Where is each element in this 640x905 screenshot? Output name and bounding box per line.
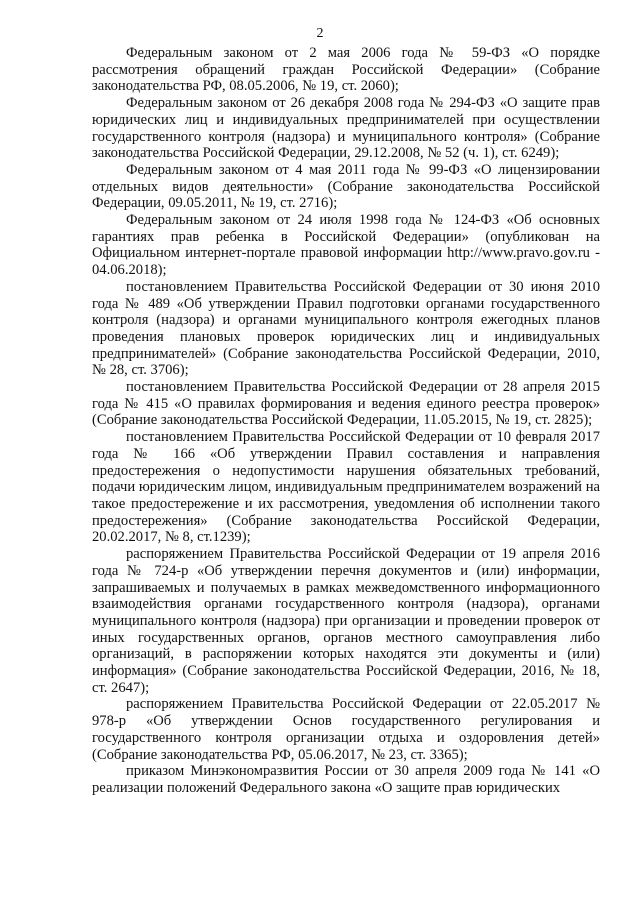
paragraph-law-294fz: Федеральным законом от 26 декабря 2008 года № 294-ФЗ «О защите прав юридических лиц и индивидуальных предпринимателей при осуществлении государственного контроля (надзора) и муниципального контроля» (Собрание законодательства Российской Федерации, 29.12.2008, № 52 (ч. 1), ст. 6249); — [92, 95, 600, 162]
paragraph-order-724r: распоряжением Правительства Российской Федерации от 19 апреля 2016 года № 724-р «Об утверждении перечня документов и (или) информации, запрашиваемых и получаемых в рамках межведомственного информационного взаимодействия органами государственного контроля (надзора), органами муниципального контроля (надзора) при организации и проведении проверок от иных государственных органов, органов местного самоуправления либо организаций, в распоряжении которых находятся эти документы и (или) информация» (Собрание законодательства Российской Федерации, 2016, № 18, ст. 2647); — [92, 546, 600, 696]
paragraph-order-141: приказом Минэкономразвития России от 30 апреля 2009 года № 141 «О реализации положений Федерального закона «О защите прав юридических — [92, 763, 600, 796]
page-number: 2 — [316, 26, 324, 41]
paragraph-order-978r: распоряжением Правительства Российской Федерации от 22.05.2017 № 978-р «Об утверждении Основ государственного регулирования и государственного контроля организации отдыха и оздоровления детей» (Собрание законодательства РФ, 05.06.2017, № 23, ст. 3365); — [92, 696, 600, 763]
paragraph-resolution-489: постановлением Правительства Российской Федерации от 30 июня 2010 года № 489 «Об утверждении Правил подготовки органами государственного контроля (надзора) и органами муниципального контроля ежегодных планов проведения плановых проверок юридических лиц и индивидуальных предпринимателей» (Собрание законодательства Российской Федерации, 2010, № 28, ст. 3706); — [92, 278, 600, 379]
paragraph-law-59fz: Федеральным законом от 2 мая 2006 года № 59-ФЗ «О порядке рассмотрения обращений граждан Российской Федерации» (Собрание законодательства РФ, 08.05.2006, № 19, ст. 2060); — [92, 45, 600, 95]
paragraph-law-124fz: Федеральным законом от 24 июля 1998 года № 124-ФЗ «Об основных гарантиях прав ребенка в Российской Федерации» (опубликован на Официальном интернет-портале правовой информации http://www.pravo.gov.ru - 04.06.2018); — [92, 212, 600, 279]
paragraph-resolution-415: постановлением Правительства Российской Федерации от 28 апреля 2015 года № 415 «О правилах формирования и ведения единого реестра проверок» (Собрание законодательства Российской Федерации, 11.05.2015, № 19, ст. 2825); — [92, 379, 600, 429]
paragraph-resolution-166: постановлением Правительства Российской Федерации от 10 февраля 2017 года № 166 «Об утверждении Правил составления и направления предостережения о недопустимости нарушения обязательных требований, подачи юридическим лицом, индивидуальным предпринимателем возражений на такое предостережение и их рассмотрения, уведомления об исполнении такого предостережения» (Собрание законодательства Российской Федерации, 20.02.2017, № 8, ст.1239); — [92, 429, 600, 546]
document-body — [92, 45, 600, 797]
paragraph-law-99fz: Федеральным законом от 4 мая 2011 года № 99-ФЗ «О лицензировании отдельных видов деятельности» (Собрание законодательства Российской Федерации, 09.05.2011, № 19, ст. 2716); — [92, 161, 600, 212]
